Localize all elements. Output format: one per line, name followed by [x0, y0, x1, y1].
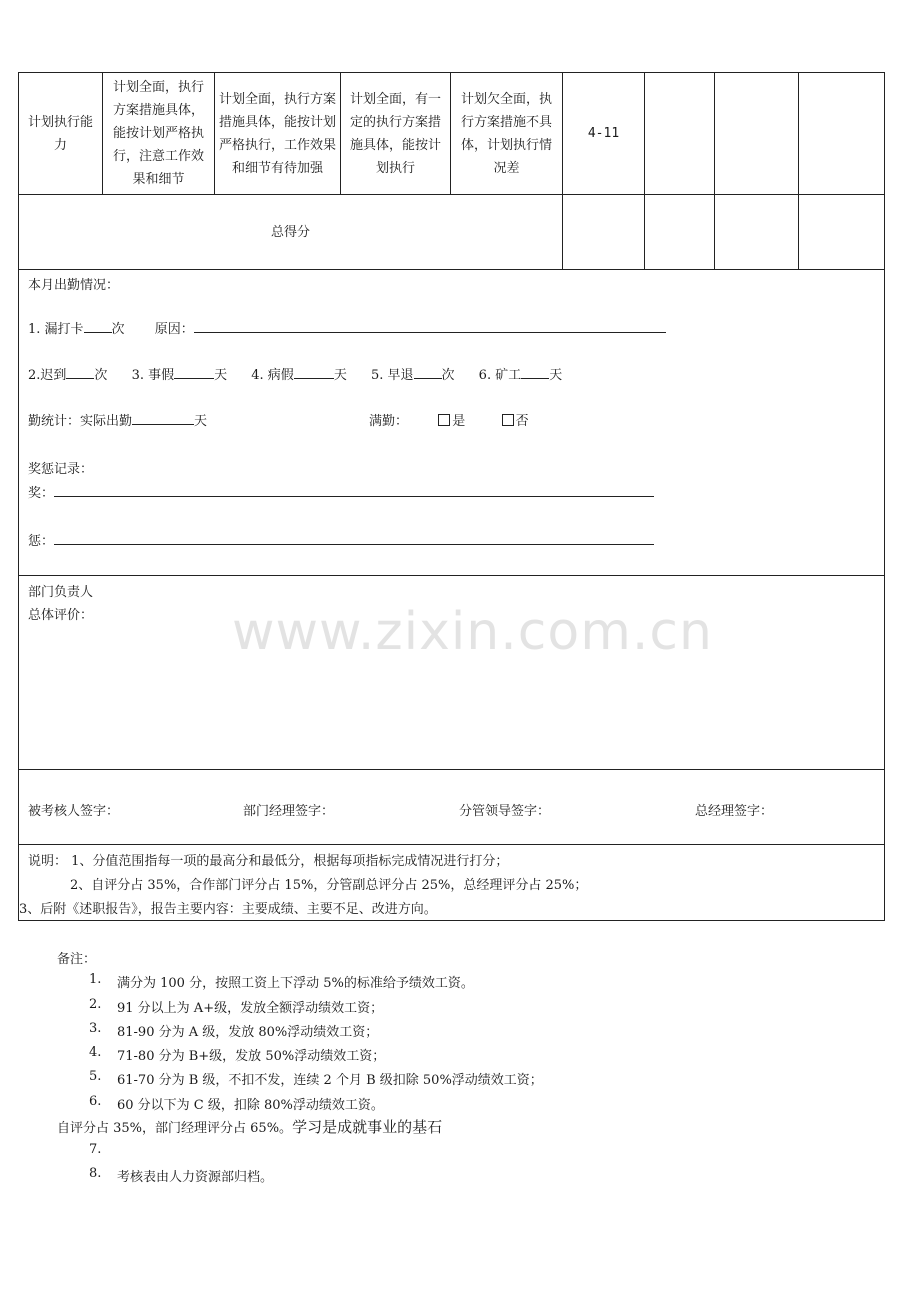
general-manager-signature[interactable]: 总经理签字： [695, 804, 774, 819]
personal-leave-input[interactable] [174, 364, 214, 379]
dept-manager-signature[interactable]: 部门经理签字： [243, 804, 335, 819]
instruction-line-2: 2、自评分占 35%，合作部门评分占 15%，分管副总评分占 25%，总经理评分占 25%； [70, 878, 588, 893]
missed-punch-input[interactable] [84, 318, 112, 333]
note-num: 7. [89, 1142, 102, 1157]
full-attendance-no-checkbox[interactable] [502, 414, 514, 426]
level-excellent: 计划全面，执行方案措施具体，能按计划严格执行，注意工作效果和细节 [103, 73, 215, 194]
score-range: 4-11 [563, 73, 645, 194]
missed-punch-line: 1. 漏打卡 次 原因： [28, 318, 666, 337]
criteria-label: 计划执行能力 [19, 73, 103, 194]
reward-line: 奖： [28, 482, 654, 501]
notes-title: 备注： [57, 952, 97, 967]
full-attendance-yes-checkbox[interactable] [438, 414, 450, 426]
level-poor: 计划欠全面，执行方案措施不具体，计划执行情况差 [451, 73, 563, 194]
score-cell-dept[interactable] [715, 73, 799, 194]
punish-line: 惩： [28, 530, 654, 549]
note-num: 8. [89, 1166, 102, 1181]
early-leave-input[interactable] [414, 364, 442, 379]
reward-input[interactable] [54, 482, 654, 497]
punish-input[interactable] [54, 530, 654, 545]
note-num: 1. [89, 972, 102, 987]
total-cell-2[interactable] [645, 195, 715, 269]
total-row [19, 195, 884, 270]
note-num: 3. [89, 1021, 102, 1036]
note-text: 60 分以下为 C 级，扣除 80%浮动绩效工资。 [117, 1098, 384, 1113]
note-text: 61-70 分为 B 级，不扣不发，连续 2 个月 B 级扣除 50%浮动绩效工资； [117, 1073, 543, 1088]
score-cell-manager[interactable] [799, 73, 884, 194]
attendance-stat-line: 勤统计：实际出勤 天 [28, 410, 207, 429]
rewards-title: 奖惩记录： [28, 462, 94, 477]
leave-line: 2.迟到 次 3. 事假 天 4. 病假 天 5. 早退 次 6. 矿工 天 [28, 364, 562, 383]
instructions-section [19, 845, 884, 920]
note-text: 91 分以上为 A+级，发放全额浮动绩效工资； [117, 1001, 384, 1016]
table-row [19, 73, 884, 195]
evaluation-section[interactable] [19, 576, 884, 770]
note-num: 6. [89, 1094, 102, 1109]
level-fair: 计划全面，有一定的执行方案措施具体，能按计划执行 [341, 73, 451, 194]
note-text: 81-90 分为 A 级，发放 80%浮动绩效工资； [117, 1025, 379, 1040]
absent-input[interactable] [521, 364, 549, 379]
sick-leave-input[interactable] [294, 364, 334, 379]
note-num: 5. [89, 1069, 102, 1084]
examinee-signature[interactable]: 被考核人签字： [28, 804, 120, 819]
note-num: 2. [89, 997, 102, 1012]
total-cell-1[interactable] [563, 195, 645, 269]
instruction-line-1: 说明： 1、分值范围指每一项的最高分和最低分，根据每项指标完成情况进行打分； [28, 854, 509, 869]
total-cell-3[interactable] [715, 195, 799, 269]
score-cell-self[interactable] [645, 73, 715, 194]
reason-input[interactable] [194, 318, 666, 333]
evaluation-line1: 部门负责人 [28, 585, 94, 600]
evaluation-line2: 总体评价： [28, 608, 94, 623]
note-extra: 自评分占 35%，部门经理评分占 65%。学习是成就事业的基石 [57, 1118, 443, 1136]
full-attendance-line: 满勤： 是 否 [369, 414, 529, 429]
actual-attendance-input[interactable] [132, 410, 194, 425]
attendance-section [19, 270, 884, 576]
watermark: www.zixin.com.cn [232, 602, 713, 662]
note-text: 满分为 100 分，按照工资上下浮动 5%的标准给予绩效工资。 [117, 976, 474, 991]
supervisor-signature[interactable]: 分管领导签字： [459, 804, 551, 819]
note-text: 考核表由人力资源部归档。 [117, 1170, 274, 1185]
attendance-title: 本月出勤情况： [28, 278, 120, 293]
appraisal-form-table [18, 72, 885, 921]
total-cell-4[interactable] [799, 195, 884, 269]
late-input[interactable] [66, 364, 94, 379]
note-text: 71-80 分为 B+级，发放 50%浮动绩效工资； [117, 1049, 386, 1064]
total-label: 总得分 [19, 195, 563, 269]
signature-section [19, 770, 884, 845]
level-good: 计划全面，执行方案措施具体，能按计划严格执行，工作效果和细节有待加强 [215, 73, 341, 194]
note-num: 4. [89, 1045, 102, 1060]
instruction-line-3: 3、后附《述职报告》，报告主要内容：主要成绩、主要不足、改进方向。 [19, 902, 437, 917]
